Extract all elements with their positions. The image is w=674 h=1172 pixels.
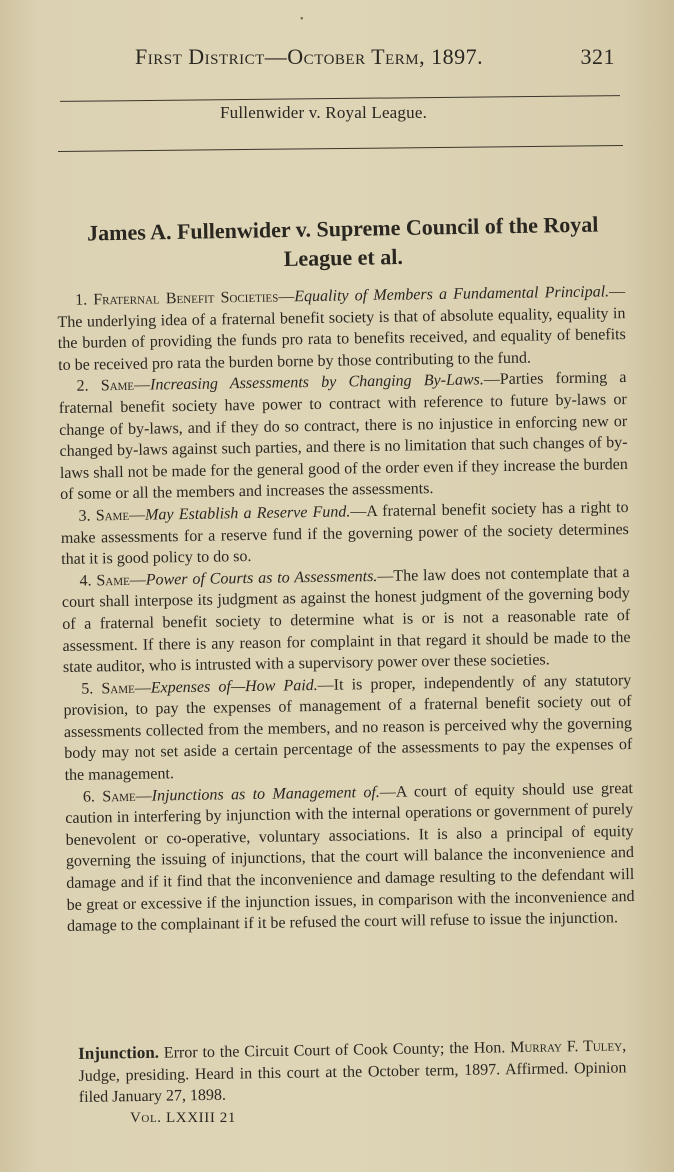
- headnote-number: 5.: [81, 680, 94, 698]
- headnote-topic: Same—: [96, 571, 146, 590]
- headnote-subtopic: Expenses of—How Paid.: [150, 676, 318, 697]
- headnote-topic: Fraternal Benefit Societies—: [93, 288, 295, 309]
- case-title-line-2: League et al.: [283, 243, 404, 272]
- headnote: [58, 367, 628, 505]
- headnote-subtopic: Power of Courts as to Assessments.: [145, 567, 378, 589]
- headnote: [63, 670, 633, 787]
- headnote: [61, 562, 631, 679]
- headnote-text: —A court of equity should use great caution in interfering by injunction with the internal operations or government of purely benevolent or co-operative, voluntary associations. It is also a principal of equity governing the issuing of injunctions, that the court will balance the inconvenience and damage and if it find that the inconvenience and damage resulting to the defendant will be great or excessive if the injunction issues, in comparison with the inconvenience and damage to the complainant if it be refused the court will refuse to issue the injunction.: [65, 779, 635, 936]
- headnote-text: —It is proper, independently of any statutory provision, to pay the expenses of management of a fraternal benefit society out of assessments collected from the members, and no reason is perceived why the governing body may not set aside a certain percentage of the assessments to pay the expenses of the management.: [63, 671, 633, 785]
- statement-text-pre: Error to the Circuit Court of Cook County; the Hon.: [158, 1039, 511, 1062]
- headnote-number: 1.: [75, 291, 88, 309]
- signature-mark: [130, 1110, 236, 1127]
- printer-mark: •: [300, 14, 304, 25]
- case-title-line-1: James A. Fullenwider v. Supreme Council of the Royal: [86, 211, 599, 246]
- page-number: 321: [580, 44, 615, 69]
- running-title: First District—October Term, 1897.: [135, 44, 484, 69]
- volume-signature: Vol. LXXIII 21: [130, 1110, 236, 1126]
- top-rule: [60, 95, 620, 102]
- case-title: [58, 209, 629, 277]
- headnote-text: —The law does not contemplate that a court shall interpose its judgment as against the honest judgment of the governing body of a fraternal benefit society to determine what is or is not a reasonable rate of assessment. If there is any reason for complaint in that regard it should be made to the state auditor, who is intrusted with a supervisory power over these societies.: [61, 563, 631, 677]
- statement-text-post: , Judge, presiding. Heard in this court at the October term, 1897. Affirmed. Opinion filed January 27, 1898.: [78, 1037, 627, 1107]
- headnote-subtopic: Increasing Assessments by Changing By-Laws.: [149, 371, 484, 394]
- headnote: [65, 778, 635, 938]
- headnote: [60, 497, 629, 571]
- headnote-number: 3.: [78, 507, 91, 525]
- headnote-subtopic: Equality of Members a Fundamental Principal.: [294, 283, 610, 306]
- headnote-topic: Same—: [102, 787, 152, 806]
- headnote-text: —Parties forming a fraternal benefit society have power to contract with reference to future by-laws or change of by-laws, and if they do so contract, there is no injustice in enforcing new or changed by-laws against such parties, and there is no limitation that such changes of by-laws shall not be made for the general good of the order even if they increase the burden of some or all the members and increases the assessments.: [58, 369, 628, 504]
- headnote-number: 6.: [82, 788, 96, 806]
- judge-name: Murray F. Tuley: [510, 1037, 623, 1057]
- headnote-topic: Same—: [101, 679, 151, 698]
- case-short-title: Fullenwider v. Royal League.: [220, 103, 428, 122]
- statement-label: Injunction.: [78, 1042, 160, 1063]
- headnote-number: 2.: [76, 377, 89, 396]
- headnote-number: 4.: [79, 572, 92, 590]
- running-head: [135, 44, 625, 70]
- headnote-text: —The underlying idea of a fraternal benefit society is that of absolute equality, equality in the burden of providing the funds pro rata to benefits received, and equality of benefits to be received pro rata the burden borne by those contributing to the fund.: [57, 283, 626, 374]
- headnote-text: —A fraternal benefit society has a right to make assessments for a reserve fund if the governing power of the society determines that it is good policy to do so.: [60, 498, 629, 569]
- headnote-subtopic: Injunctions as to Management of.: [151, 783, 380, 805]
- headnote-subtopic: May Establish a Reserve Fund.: [144, 503, 351, 524]
- bottom-rule: [58, 145, 623, 152]
- statement-of-case: [78, 1034, 627, 1108]
- headnote-topic: Same—: [95, 506, 146, 525]
- headnote: [57, 281, 626, 376]
- headnote-topic: Same—: [100, 376, 151, 395]
- headnotes: [57, 281, 635, 938]
